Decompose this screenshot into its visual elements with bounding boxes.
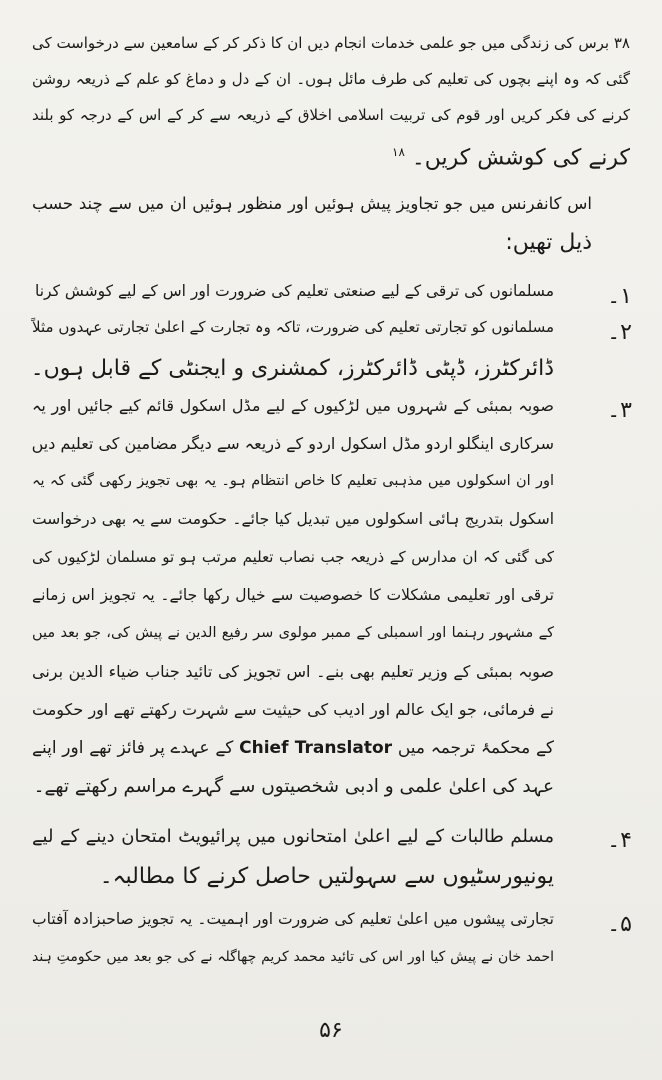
item-1-line-1: مسلمانوں کی ترقی کے لیے صنعتی تعلیم کی ضرورت اور اس کے لیے کوشش کرنا	[34, 282, 554, 300]
item-3-line-9: نے فرمائی، جو ایک عالم اور ادیب کی حیثیت سے شہرت رکھتے تھے اور حکومت	[32, 700, 554, 719]
item-3-line-1: صوبہ بمبئی کے شہروں میں لڑکیوں کے لیے مڈل اسکول قائم کیے جائیں اور یہ	[32, 396, 554, 415]
item-3-line-7: کے مشہور رہنما اور اسمبلی کے ممبر مولوی سر رفیع الدین نے پیش کی، جو بعد میں	[32, 625, 554, 641]
item-3-line-6: ترقی اور تعلیمی مشکلات کا خصوصیت سے خیال رکھا جائے۔ یہ تجویز اس زمانے	[32, 586, 554, 604]
item-3-line-10	[32, 740, 554, 757]
para1-line-4	[32, 146, 630, 169]
item-3-line-11: عہد کی اعلیٰ علمی و ادبی شخصیتوں سے گہرے مراسم رکھتے تھے۔	[33, 776, 554, 797]
item-3-line-2: سرکاری اینگلو اردو مڈل اسکول اردو کے ذریعہ سے دیگر مضامین کی تعلیم دیں	[31, 434, 554, 453]
para1-line-4-text: کرنے کی کوشش کریں۔	[411, 145, 630, 171]
item-4-line-2: یونیورسٹیوں سے سہولتیں حاصل کرنے کا مطالبہ۔	[99, 864, 554, 889]
ct-before: کے محکمۂ ترجمہ میں	[397, 738, 554, 758]
item-2-line-1: مسلمانوں کو تجارتی تعلیم کی ضرورت، تاکہ وہ تجارت کے اعلیٰ تجارتی عہدوں مثلاً	[32, 318, 554, 336]
item-5-number: ۵۔	[607, 912, 632, 937]
item-3-number: ۳۔	[607, 398, 632, 423]
item-5-line-1: تجارتی پیشوں میں اعلیٰ تعلیم کی ضرورت اور اہمیت۔ یہ تجویز صاحبزادہ آفتاب	[32, 910, 554, 928]
page-number: ۵۶	[319, 1018, 343, 1043]
para1-line-3: کرنے کی فکر کریں اور قوم کی تربیت اسلامی اخلاق کے ذریعہ سے کر کے اس کے درجہ کو بلند	[32, 106, 630, 124]
item-1-number: ۱۔	[607, 284, 632, 309]
para1-line-2: گئی کہ وہ اپنے بچوں کی تعلیم کی طرف مائل ہوں۔ ان کے دل و دماغ کو علم کے ذریعہ روشن	[32, 70, 630, 88]
footnote-marker: ۱۸	[392, 145, 405, 159]
para1-line-1: ۳۸ برس کی زندگی میں جو علمی خدمات انجام دیں ان کا ذکر کر کے سامعین سے درخواست کی	[32, 34, 630, 52]
para2-line-1: اس کانفرنس میں جو تجاویز پیش ہوئیں اور منظور ہوئیں ان میں سے چند حسب	[32, 194, 592, 213]
item-3-line-4: اسکول بتدریج ہائی اسکولوں میں تبدیل کیا جائے۔ حکومت سے یہ بھی درخواست	[32, 510, 554, 528]
item-2-line-2: ڈائرکٹرز، ڈپٹی ڈائرکٹرز، کمشنری و ایجنٹی کے قابل ہوں۔	[30, 356, 554, 381]
ct-latin: Chief Translator	[239, 738, 393, 758]
para2-line-2: ذیل تھیں:	[505, 230, 592, 255]
ct-after: کے عہدے پر فائز تھے اور اپنے	[32, 738, 234, 758]
item-3-line-5: کی گئی کہ ان مدارس کے ذریعہ جب نصاب تعلیم مرتب ہو تو مسلمان لڑکیوں کی	[32, 548, 554, 566]
item-5-line-2: احمد خان نے پیش کیا اور اس کی تائید محمد کریم چھاگلہ نے کی جو بعد میں حکومتِ ہند	[32, 949, 554, 965]
item-3-line-3: اور ان اسکولوں میں مذہبی تعلیم کا خاص انتظام ہو۔ یہ بھی تجویز رکھی گئی کہ یہ	[32, 473, 554, 489]
item-4-number: ۴۔	[607, 828, 632, 853]
item-2-number: ۲۔	[607, 320, 632, 345]
item-3-line-8: صوبہ بمبئی کے وزیر تعلیم بھی بنے۔ اس تجویز کی تائید جناب ضیاء الدین برنی	[32, 662, 554, 681]
item-4-line-1: مسلم طالبات کے لیے اعلیٰ امتحانوں میں پرائیویٹ امتحان دینے کے لیے	[32, 826, 554, 847]
